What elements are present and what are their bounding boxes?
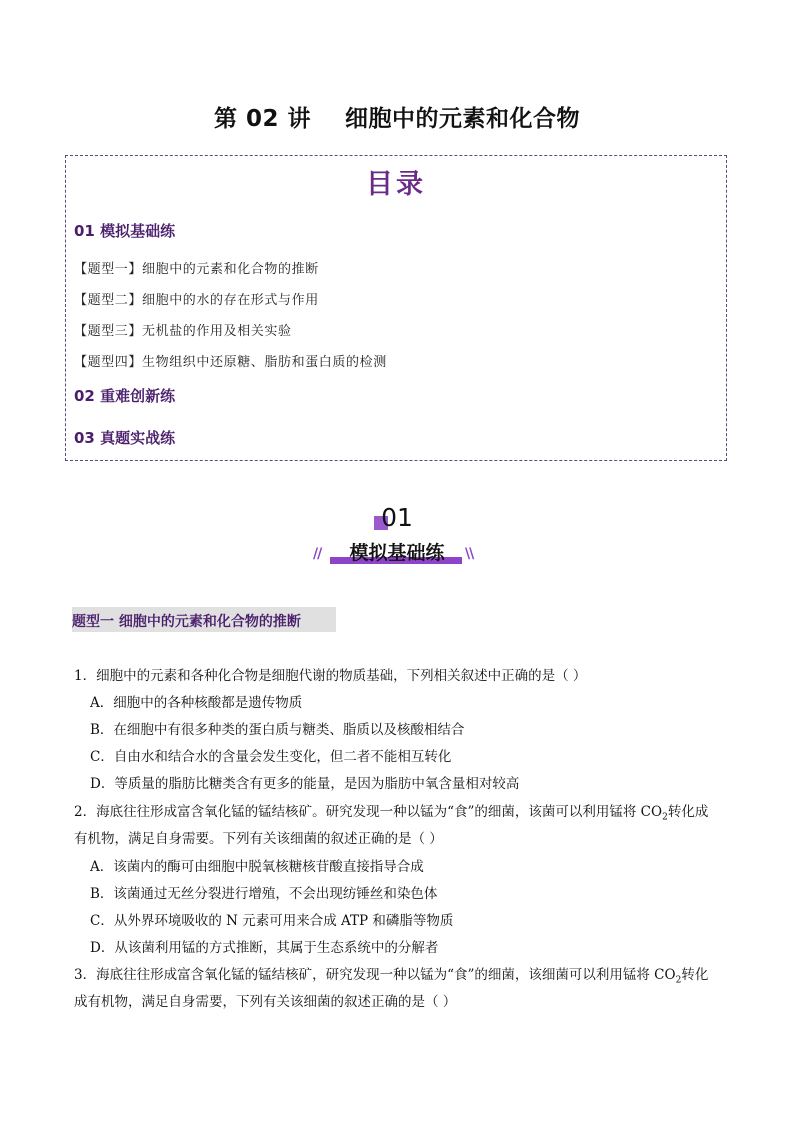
page-title (0, 100, 794, 133)
section-title: 模拟基础练 (349, 542, 445, 564)
question-2-subscript: 2 (662, 812, 668, 823)
question-1-option-c: C．自由水和结合水的含量会发生变化，但二者不能相互转化 (90, 749, 452, 765)
toc-item-type-3[interactable]: 【题型三】无机盐的作用及相关实验 (74, 324, 292, 339)
question-3-stem-text-b: 转化 (681, 967, 709, 983)
right-slash-decoration: \\ (465, 546, 474, 562)
question-1-stem: 1．细胞中的元素和各种化合物是细胞代谢的物质基础，下列相关叙述中正确的是（ ） (74, 668, 587, 684)
lesson-number: 第 02 讲 (213, 106, 312, 132)
toc-heading: 目录 (366, 169, 426, 200)
toc-section-01[interactable]: 01 模拟基础练 (74, 222, 176, 240)
question-2-option-c: C．从外界环境吸收的 N 元素可用来合成 ATP 和磷脂等物质 (90, 913, 454, 929)
question-1-option-d: D．等质量的脂肪比糖类含有更多的能量，是因为脂肪中氧含量相对较高 (90, 776, 520, 792)
question-2-stem-line-1 (74, 800, 708, 823)
toc-section-03[interactable]: 03 真题实战练 (74, 429, 176, 447)
question-1-option-b: B．在细胞中有很多种类的蛋白质与糖类、脂质以及核酸相结合 (90, 722, 465, 738)
question-2-option-d: D．从该菌利用锰的方式推断，其属于生态系统中的分解者 (90, 940, 439, 956)
question-2-stem-text-b: 转化成 (667, 804, 709, 820)
toc-item-type-2[interactable]: 【题型二】细胞中的水的存在形式与作用 (74, 293, 319, 308)
lesson-topic: 细胞中的元素和化合物 (345, 106, 581, 132)
question-2-option-a: A．该菌内的酶可由细胞中脱氧核糖核苷酸直接指导合成 (90, 859, 424, 875)
question-type-banner (72, 607, 336, 632)
question-type-label: 题型一 细胞中的元素和化合物的推断 (72, 614, 301, 630)
section-title-wrap (0, 538, 794, 565)
question-2-option-b: B．该菌通过无丝分裂进行增殖，不会出现纺锤丝和染色体 (90, 886, 438, 902)
question-2-stem-text-a: 2．海底往往形成富含氧化锰的锰结核矿。研究发现一种以锰为“食”的细菌，该菌可以利用锰将 CO (74, 804, 663, 820)
question-3-stem-text-a: 3．海底往往形成富含氧化锰的锰结核矿，研究发现一种以锰为“食”的细菌，该细菌可以利用锰将 CO (74, 967, 676, 983)
question-3-stem-line-2: 成有机物，满足自身需要，下列有关该细菌的叙述正确的是（ ） (74, 994, 457, 1010)
toc-box (65, 155, 727, 461)
question-1-option-a: A．细胞中的各种核酸都是遗传物质 (90, 695, 303, 711)
section-number: 01 (381, 503, 413, 532)
left-slash-decoration: // (313, 546, 322, 562)
toc-section-02[interactable]: 02 重难创新练 (74, 387, 176, 405)
question-2-stem-line-2: 有机物，满足自身需要。下列有关该细菌的叙述正确的是（ ） (74, 831, 443, 847)
toc-item-type-1[interactable]: 【题型一】细胞中的元素和化合物的推断 (74, 262, 319, 277)
question-3-subscript: 2 (675, 975, 682, 986)
toc-item-type-4[interactable]: 【题型四】生物组织中还原糖、脂肪和蛋白质的检测 (74, 355, 387, 370)
question-3-stem-line-1 (74, 963, 708, 986)
